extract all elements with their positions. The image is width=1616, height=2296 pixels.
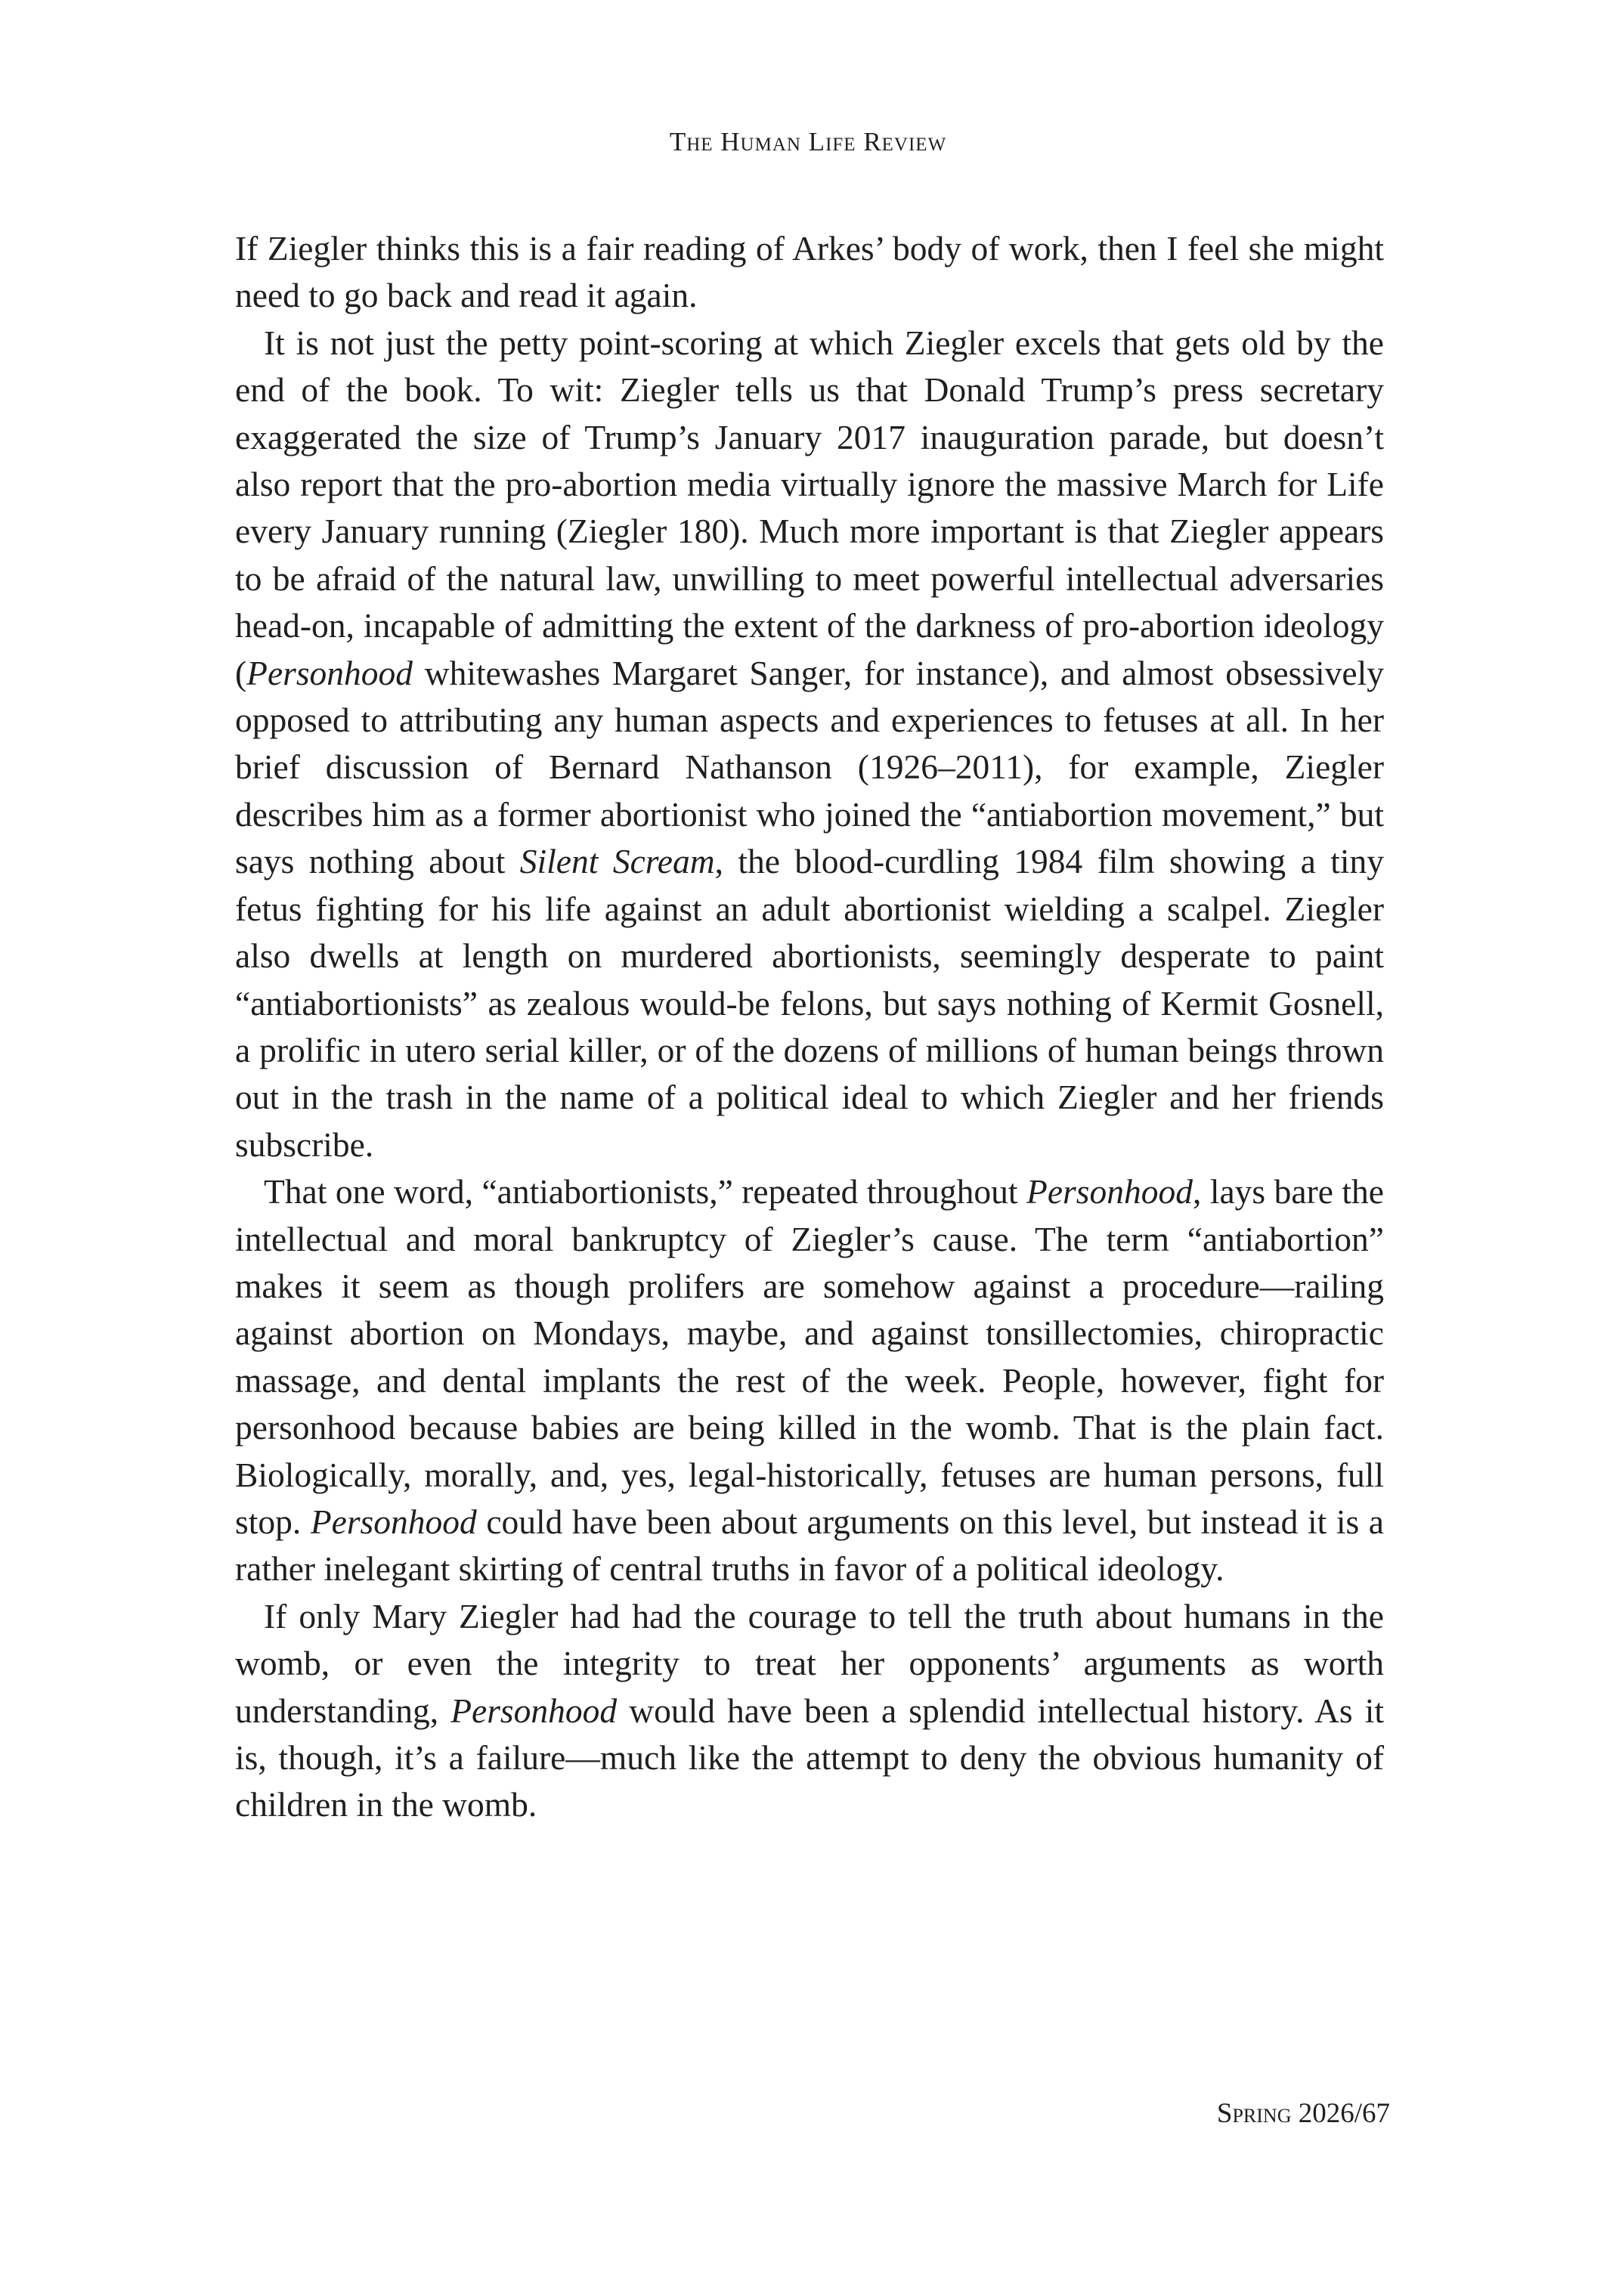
article-body [235, 225, 1384, 1829]
paragraph-2-text-c: , the blood-curdling 1984 film showing a tiny fetus fighting for his life against an adult abortionist wielding a scalpel. Ziegler also dwells at length on murdered abortionists, seemingly desperate to paint “antiabortionists” as zealous would-be felons, but says nothing of Kermit Gosnell, a prolific in utero serial killer, or of the dozens of millions of human beings thrown out in the trash in the name of a political ideal to which Ziegler and her friends subscribe. [235, 842, 1384, 1164]
paragraph-2-text-b: whitewashes Margaret Sanger, for instance), and almost obsessively opposed to attributing any human aspects and experiences to fetuses at all. In her brief discussion of Bernard Nathanson (1926–2011), for example, Ziegler describes him as a former abortionist who joined the “antiabortion movement,” but says nothing about [235, 653, 1384, 881]
paragraph-2-text-a: It is not just the petty point-scoring at which Ziegler excels that gets old by the end of the book. To wit: Ziegler tells us that Donald Trump’s press secretary exaggerated the size of Trump’s January 2017 inauguration parade, but doesn’t also report that the pro-abortion media virtually ignore the massive March for Life every January running (Ziegler 180). Much more important is that Ziegler appears to be afraid of the natural law, unwilling to meet powerful intellectual adversaries head-on, incapable of admitting the extent of the darkness of pro-abortion ideology ( [235, 323, 1384, 692]
paragraph-4-text-b: would have been a splendid intellectual history. As it is, though, it’s a failure—much like the attempt to deny the obvious humanity of children in the womb. [235, 1691, 1384, 1824]
running-head: The Human Life Review [669, 127, 947, 156]
book-title-personhood: Personhood [246, 653, 413, 692]
book-title-personhood: Personhood [450, 1691, 618, 1730]
paragraph-3-text-b: , lays bare the intellectual and moral bankruptcy of Ziegler’s cause. The term “antiabortion” makes it seem as though prolifers are somehow against a procedure—railing against abortion on Mondays, maybe, and against tonsillectomies, chiropractic massage, and dental implants the rest of the week. People, however, fight for personhood because babies are being killed in the womb. That is the plain fact. Biologically, morally, and, yes, legal-historically, fetuses are human persons, full stop. [235, 1172, 1384, 1541]
paragraph-4-text-a: If only Mary Ziegler had had the courage to tell the truth about humans in the womb, or even the integrity to treat her opponents’ arguments as worth understanding, [235, 1596, 1384, 1730]
book-title-personhood: Personhood [310, 1502, 477, 1541]
page-folio: Spring 2026/67 [1216, 2098, 1390, 2129]
film-title-silent-scream: Silent Scream [519, 842, 715, 881]
paragraph-2 [235, 320, 1384, 1168]
paragraph-1 [235, 225, 1384, 320]
paragraph-1-text: If Ziegler thinks this is a fair reading of Arkes’ body of work, then I feel she might need to go back and read it again. [235, 229, 1384, 315]
paragraph-3 [235, 1168, 1384, 1593]
paragraph-3-text-c: could have been about arguments on this level, but instead it is a rather inelegant skirting of central truths in favor of a political ideology. [235, 1502, 1384, 1589]
paragraph-4 [235, 1593, 1384, 1829]
paragraph-3-text-a: That one word, “antiabortionists,” repeated throughout [264, 1172, 1027, 1211]
book-title-personhood: Personhood [1026, 1172, 1193, 1211]
